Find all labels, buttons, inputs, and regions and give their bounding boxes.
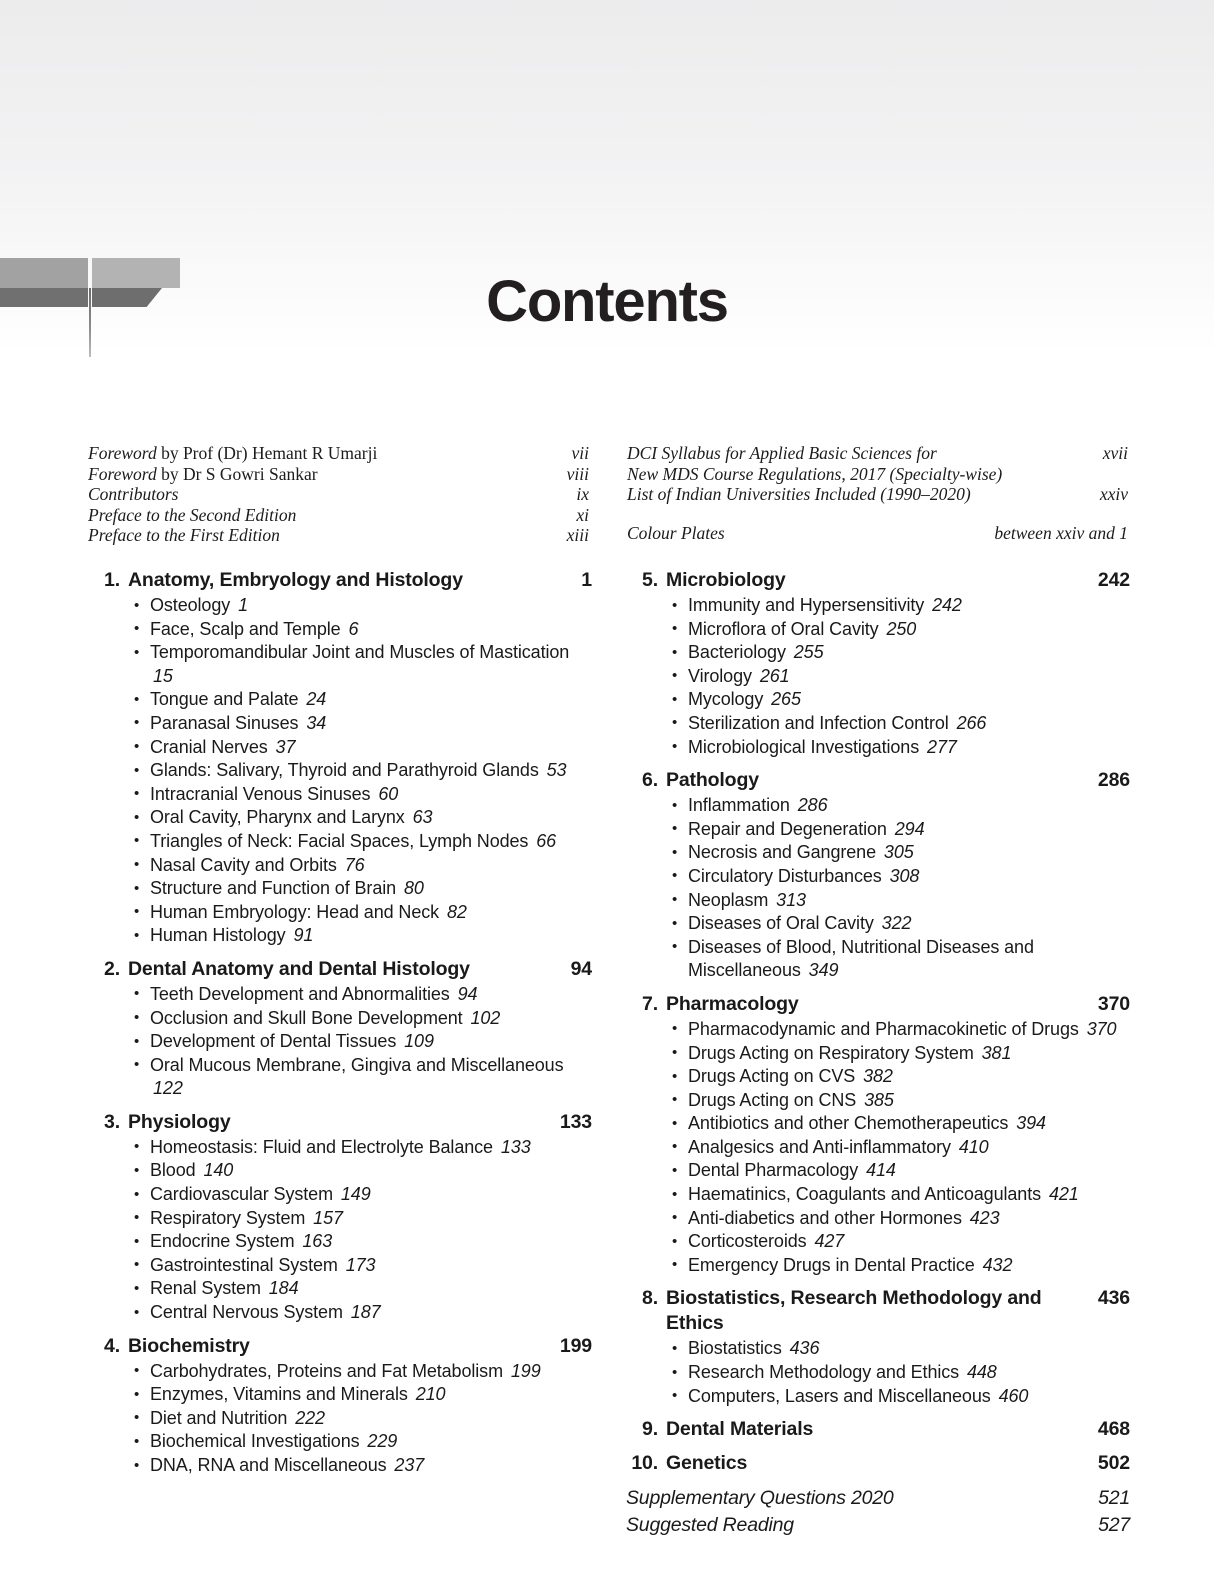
chapter-heading[interactable] (626, 992, 1130, 1017)
topic-item[interactable] (88, 1407, 592, 1431)
topic-item[interactable] (626, 794, 1130, 818)
chapter-entry (626, 992, 1130, 1278)
front-matter-continuation: New MDS Course Regulations, 2017 (Specialty-wise) (627, 463, 1003, 484)
topic-page-number: 448 (966, 1362, 997, 1383)
chapter-entry (88, 568, 592, 948)
topic-name: Necrosis and Gangrene (688, 842, 877, 863)
front-matter-page-number: vii (571, 443, 589, 463)
topic-page-number: 210 (415, 1384, 446, 1405)
topic-item[interactable] (626, 641, 1130, 665)
topic-name: Paranasal Sinuses (150, 712, 299, 733)
topic-list (88, 594, 592, 948)
topic-page-number: 149 (340, 1184, 371, 1205)
chapter-entry (88, 957, 592, 1101)
topic-name: Cardiovascular System (150, 1184, 333, 1205)
chapter-title: Anatomy, Embryology and Histology (128, 569, 463, 591)
front-matter-title: Foreword (88, 463, 157, 484)
topic-item[interactable] (626, 1089, 1130, 1113)
topic-item[interactable] (88, 1230, 592, 1254)
chapter-heading[interactable] (88, 1110, 592, 1135)
chapter-title: Dental Anatomy and Dental Histology (128, 957, 470, 980)
topic-name: Intracranial Venous Sinuses (150, 783, 371, 804)
topic-item[interactable] (626, 665, 1130, 689)
topic-item[interactable] (626, 1254, 1130, 1278)
page-title: Contents (486, 269, 728, 334)
topic-list (88, 983, 592, 1101)
front-matter-title: Preface to the First Edition (88, 525, 280, 545)
topic-item[interactable] (626, 1018, 1130, 1042)
front-matter-label (627, 523, 980, 543)
front-matter-row (88, 464, 589, 485)
front-matter-title: Contributors (88, 484, 179, 504)
topic-item[interactable] (626, 688, 1130, 712)
tail-entry-label: Suggested Reading (626, 1514, 794, 1537)
chapter-title: Biochemistry (128, 1334, 250, 1357)
topic-name: Anti-diabetics and other Hormones (688, 1207, 962, 1228)
chapter-entry (626, 1286, 1130, 1408)
front-matter-page-number: xi (576, 504, 589, 525)
toc-column-left (88, 568, 592, 1539)
front-matter-byline: by Prof (Dr) Hemant R Umarji (156, 443, 378, 463)
topic-name: Corticosteroids (688, 1231, 807, 1252)
topic-name: Diet and Nutrition (150, 1407, 288, 1428)
front-matter-row (627, 523, 1128, 544)
front-matter-byline: by Dr S Gowri Sankar (156, 463, 318, 484)
chapter-entry (88, 1334, 592, 1478)
front-matter-title: Preface to the Second Edition (88, 504, 297, 525)
chapter-heading[interactable] (626, 568, 1130, 593)
topic-name: Sterilization and Infection Control (688, 712, 949, 733)
tail-entry[interactable] (626, 1485, 1130, 1512)
topic-item[interactable] (626, 865, 1130, 889)
chapter-number: 10. (631, 1452, 658, 1475)
topic-name: Bacteriology (688, 642, 786, 663)
topic-item[interactable] (88, 1183, 592, 1207)
toc-column-right (626, 568, 1130, 1539)
chapter-page-number: 370 (1097, 992, 1130, 1015)
chapter-entry (88, 1110, 592, 1325)
front-matter-label (627, 443, 1089, 463)
topic-item[interactable] (626, 889, 1130, 913)
topic-page-number: 349 (808, 960, 839, 981)
topic-name: Pharmacodynamic and Pharmacokinetic of Drugs (688, 1018, 1079, 1039)
topic-name: Renal System (150, 1278, 261, 1299)
front-matter-row (627, 484, 1128, 505)
topic-page-number: 187 (350, 1302, 381, 1323)
chapter-number: 7. (642, 992, 658, 1015)
front-matter-column-right (627, 443, 1128, 546)
topic-item[interactable] (88, 1254, 592, 1278)
chapter-title: Biostatistics, Research Methodology and Ethics (666, 1287, 1042, 1335)
topic-item[interactable] (626, 1337, 1130, 1361)
topic-name: Biochemical Investigations (150, 1431, 360, 1452)
topic-name: Carbohydrates, Proteins and Fat Metabolism (150, 1360, 503, 1381)
topic-page-number: 122 (153, 1078, 183, 1099)
topic-page-number: 305 (883, 842, 914, 863)
topic-item[interactable] (88, 618, 592, 642)
topic-name: Enzymes, Vitamins and Minerals (150, 1384, 408, 1405)
topic-page-number: 173 (345, 1254, 376, 1275)
topic-name: Face, Scalp and Temple (150, 618, 341, 639)
topic-name: Drugs Acting on CVS (688, 1066, 856, 1087)
topic-page-number: 82 (446, 901, 467, 922)
chapter-title: Pharmacology (666, 992, 799, 1015)
topic-name: Circulatory Disturbances (688, 865, 882, 886)
topic-page-number: 76 (344, 854, 365, 875)
topic-page-number: 6 (348, 618, 359, 639)
topic-item[interactable] (626, 736, 1130, 760)
topic-page-number: 382 (863, 1066, 893, 1087)
topic-name: Repair and Degeneration (688, 818, 887, 839)
front-matter-label (88, 464, 553, 484)
topic-name: Dental Pharmacology (688, 1160, 859, 1181)
front-matter-page-number: ix (576, 484, 589, 504)
chapter-heading[interactable] (88, 1334, 592, 1359)
topic-name: Oral Cavity, Pharynx and Larynx (150, 807, 405, 828)
topic-name: Emergency Drugs in Dental Practice (688, 1254, 975, 1275)
topic-page-number: 199 (510, 1360, 541, 1381)
topic-page-number: 370 (1086, 1018, 1117, 1039)
topic-name: Endocrine System (150, 1231, 295, 1252)
topic-item[interactable] (626, 618, 1130, 642)
chapter-heading[interactable] (626, 768, 1130, 793)
topic-item[interactable] (88, 1007, 592, 1031)
tail-entry-label: Supplementary Questions 2020 (626, 1487, 894, 1510)
topic-name: Glands: Salivary, Thyroid and Parathyroid Glands (150, 760, 539, 781)
topic-page-number: 140 (203, 1160, 234, 1181)
topic-name: Neoplasm (688, 889, 769, 910)
tail-entry-page-number: 521 (1098, 1487, 1130, 1510)
topic-item[interactable] (88, 641, 592, 688)
topic-item[interactable] (88, 830, 592, 854)
topic-page-number: 157 (313, 1207, 343, 1228)
topic-name: Microflora of Oral Cavity (688, 618, 879, 639)
topic-item[interactable] (88, 1277, 592, 1301)
topic-page-number: 421 (1048, 1184, 1079, 1205)
topic-item[interactable] (88, 1136, 592, 1160)
topic-item[interactable] (626, 594, 1130, 618)
topic-page-number: 15 (153, 665, 173, 686)
chapter-page-number: 468 (1097, 1418, 1130, 1441)
topic-item[interactable] (88, 1301, 592, 1325)
topic-item[interactable] (88, 924, 592, 948)
chapter-title: Microbiology (666, 569, 786, 591)
chapter-number: 5. (642, 569, 658, 591)
topic-page-number: 1 (238, 595, 248, 615)
topic-name: Cranial Nerves (150, 736, 268, 757)
topic-item[interactable] (626, 1065, 1130, 1089)
topic-page-number: 80 (403, 878, 424, 899)
topic-name: Triangles of Neck: Facial Spaces, Lymph Nodes (150, 830, 529, 851)
topic-item[interactable] (626, 1136, 1130, 1160)
topic-name: Blood (150, 1160, 196, 1181)
front-matter-label (88, 505, 562, 525)
table-of-contents (88, 568, 1130, 1539)
topic-item[interactable] (626, 912, 1130, 936)
front-matter-label (88, 525, 553, 545)
topic-item[interactable] (88, 736, 592, 760)
chapter-heading[interactable] (88, 957, 592, 982)
topic-page-number: 322 (881, 913, 912, 934)
topic-page-number: 250 (886, 618, 917, 639)
topic-page-number: 277 (927, 736, 957, 757)
topic-name: Occlusion and Skull Bone Development (150, 1007, 463, 1028)
chapter-number: 1. (104, 569, 120, 591)
topic-name: Antibiotics and other Chemotherapeutics (688, 1113, 1009, 1134)
front-matter-page-number: xxiv (1099, 483, 1128, 504)
topic-item[interactable] (626, 712, 1130, 736)
topic-item[interactable] (88, 1054, 592, 1101)
topic-item[interactable] (626, 1159, 1130, 1183)
topic-page-number: 24 (306, 689, 327, 710)
topic-item[interactable] (88, 688, 592, 712)
topic-page-number: 242 (932, 595, 962, 615)
chapter-title: Physiology (128, 1110, 231, 1133)
topic-item[interactable] (88, 983, 592, 1007)
topic-page-number: 109 (404, 1031, 434, 1052)
topic-list (88, 1136, 592, 1325)
front-matter-row (88, 525, 589, 546)
topic-page-number: 53 (546, 760, 567, 781)
topic-page-number: 414 (866, 1160, 896, 1181)
topic-page-number: 265 (771, 689, 801, 710)
front-matter-title: List of Indian Universities Included (1990–2020) (627, 483, 971, 504)
chapter-entry (626, 1451, 1130, 1476)
topic-page-number: 133 (500, 1136, 531, 1157)
topic-item[interactable] (626, 1230, 1130, 1254)
topic-item[interactable] (88, 854, 592, 878)
front-matter-label (627, 484, 1086, 504)
topic-name: Respiratory System (150, 1207, 306, 1228)
front-matter-column-left (88, 443, 589, 546)
chapter-heading[interactable] (626, 1451, 1130, 1476)
topic-name: Teeth Development and Abnormalities (150, 983, 450, 1004)
topic-name: Central Nervous System (150, 1302, 343, 1323)
topic-item[interactable] (626, 1385, 1130, 1409)
topic-name: Mycology (688, 689, 764, 710)
topic-item[interactable] (88, 1207, 592, 1231)
topic-list (626, 594, 1130, 759)
topic-name: Virology (688, 665, 752, 686)
topic-name: Structure and Function of Brain (150, 878, 397, 899)
topic-item[interactable] (88, 1430, 592, 1454)
topic-name: Haematinics, Coagulants and Anticoagulants (688, 1184, 1042, 1205)
topic-page-number: 460 (998, 1385, 1029, 1406)
topic-item[interactable] (626, 818, 1130, 842)
topic-name: Immunity and Hypersensitivity (688, 595, 925, 615)
topic-item[interactable] (88, 759, 592, 783)
chapter-page-number: 199 (559, 1334, 592, 1357)
topic-item[interactable] (626, 841, 1130, 865)
front-matter-page-number: xiii (566, 525, 589, 545)
topic-name: Human Embryology: Head and Neck (150, 901, 440, 922)
topic-page-number: 63 (412, 807, 433, 828)
topic-item[interactable] (88, 1454, 592, 1478)
page-header-decoration (0, 0, 1214, 400)
chapter-number: 6. (642, 769, 658, 792)
chapter-title: Dental Materials (666, 1418, 814, 1441)
chapter-number: 8. (642, 1287, 658, 1310)
front-matter-title: DCI Syllabus for Applied Basic Sciences for (627, 443, 937, 463)
topic-page-number: 385 (864, 1089, 894, 1110)
topic-page-number: 308 (889, 865, 920, 886)
tail-entry[interactable] (626, 1512, 1130, 1539)
topic-name: Nasal Cavity and Orbits (150, 854, 337, 875)
topic-page-number: 266 (956, 712, 987, 733)
front-matter-label (88, 443, 558, 463)
topic-item[interactable] (88, 1360, 592, 1384)
front-matter-row (88, 443, 589, 464)
front-matter-page-number: between xxiv and 1 (994, 523, 1128, 543)
front-matter-label (88, 484, 562, 504)
topic-page-number: 60 (378, 783, 399, 804)
chapter-page-number: 94 (570, 957, 592, 980)
front-matter-title: Colour Plates (627, 523, 725, 543)
topic-page-number: 66 (536, 830, 557, 851)
topic-name: Gastrointestinal System (150, 1254, 338, 1275)
topic-page-number: 34 (306, 712, 327, 733)
topic-page-number: 184 (268, 1278, 299, 1299)
topic-page-number: 163 (302, 1231, 333, 1252)
chapter-page-number: 1 (581, 569, 592, 591)
topic-name: Temporomandibular Joint and Muscles of Mastication (150, 642, 570, 663)
topic-name: Human Histology (150, 925, 286, 946)
topic-page-number: 255 (793, 642, 824, 663)
topic-list (88, 1360, 592, 1478)
topic-page-number: 237 (394, 1455, 425, 1475)
topic-page-number: 432 (982, 1254, 1013, 1275)
topic-name: Diseases of Oral Cavity (688, 913, 874, 934)
topic-item[interactable] (88, 1030, 592, 1054)
topic-page-number: 436 (789, 1338, 820, 1359)
topic-page-number: 423 (969, 1207, 1000, 1228)
tail-entry-page-number: 527 (1098, 1514, 1130, 1537)
topic-name: Research Methodology and Ethics (688, 1362, 960, 1383)
topic-page-number: 91 (293, 925, 314, 946)
topic-item[interactable] (88, 783, 592, 807)
topic-name: Drugs Acting on Respiratory System (688, 1042, 974, 1063)
chapter-page-number: 502 (1097, 1452, 1130, 1475)
topic-name: Analgesics and Anti-inflammatory (688, 1136, 951, 1157)
topic-item[interactable] (88, 901, 592, 925)
topic-item[interactable] (88, 1159, 592, 1183)
topic-list (626, 1337, 1130, 1408)
topic-page-number: 294 (894, 818, 925, 839)
topic-item[interactable] (88, 712, 592, 736)
topic-item[interactable] (626, 1207, 1130, 1231)
topic-name: Osteology (150, 595, 231, 615)
topic-name: Drugs Acting on CNS (688, 1089, 857, 1110)
chapter-page-number: 242 (1097, 569, 1130, 591)
topic-item[interactable] (626, 1361, 1130, 1385)
front-matter (88, 443, 1128, 546)
topic-page-number: 102 (470, 1007, 501, 1028)
topic-page-number: 286 (797, 795, 828, 816)
chapter-number: 3. (104, 1110, 120, 1133)
chapter-number: 4. (104, 1334, 120, 1357)
topic-page-number: 37 (275, 736, 296, 757)
chapter-entry (626, 568, 1130, 759)
topic-name: Development of Dental Tissues (150, 1031, 397, 1052)
chapter-heading[interactable] (626, 1417, 1130, 1442)
topic-item[interactable] (626, 936, 1130, 983)
chapter-entry (626, 768, 1130, 983)
topic-name: Microbiological Investigations (688, 736, 920, 757)
topic-name: Computers, Lasers and Miscellaneous (688, 1385, 991, 1406)
chapter-title: Genetics (666, 1452, 748, 1475)
topic-name: Homeostasis: Fluid and Electrolyte Balance (150, 1136, 493, 1157)
topic-page-number: 381 (981, 1042, 1012, 1063)
topic-list (626, 1018, 1130, 1278)
chapter-page-number: 286 (1097, 769, 1130, 792)
chapter-heading[interactable] (626, 1286, 1130, 1336)
front-matter-row (627, 443, 1128, 464)
topic-item[interactable] (88, 877, 592, 901)
topic-name: Oral Mucous Membrane, Gingiva and Miscellaneous (150, 1054, 564, 1075)
chapter-entry (626, 1417, 1130, 1442)
topic-page-number: 394 (1016, 1113, 1046, 1134)
topic-page-number: 410 (958, 1136, 989, 1157)
chapter-heading[interactable] (88, 568, 592, 593)
topic-item[interactable] (88, 594, 592, 618)
chapter-number: 2. (104, 957, 120, 980)
chapter-page-number: 436 (1097, 1287, 1130, 1310)
topic-page-number: 313 (776, 889, 806, 910)
topic-page-number: 427 (814, 1231, 845, 1252)
topic-item[interactable] (626, 1112, 1130, 1136)
chapter-title: Pathology (666, 769, 759, 792)
front-matter-page-number: viii (566, 463, 589, 484)
topic-name: DNA, RNA and Miscellaneous (150, 1455, 387, 1475)
topic-page-number: 94 (457, 983, 478, 1004)
topic-item[interactable] (626, 1042, 1130, 1066)
front-matter-row (88, 484, 589, 505)
topic-item[interactable] (88, 1383, 592, 1407)
topic-item[interactable] (88, 806, 592, 830)
front-matter-title: Foreword (88, 443, 157, 463)
topic-list (626, 794, 1130, 983)
front-matter-row (88, 505, 589, 526)
topic-page-number: 222 (295, 1407, 325, 1428)
topic-page-number: 229 (367, 1431, 398, 1452)
topic-item[interactable] (626, 1183, 1130, 1207)
topic-page-number: 261 (759, 665, 790, 686)
front-matter-page-number: xvii (1102, 443, 1128, 463)
topic-name: Inflammation (688, 795, 790, 816)
chapter-page-number: 133 (559, 1110, 592, 1133)
chapter-number: 9. (642, 1418, 658, 1441)
topic-name: Tongue and Palate (150, 689, 299, 710)
topic-name: Biostatistics (688, 1338, 782, 1359)
topic-name: Diseases of Blood, Nutritional Diseases and Miscellaneous (688, 936, 1034, 981)
